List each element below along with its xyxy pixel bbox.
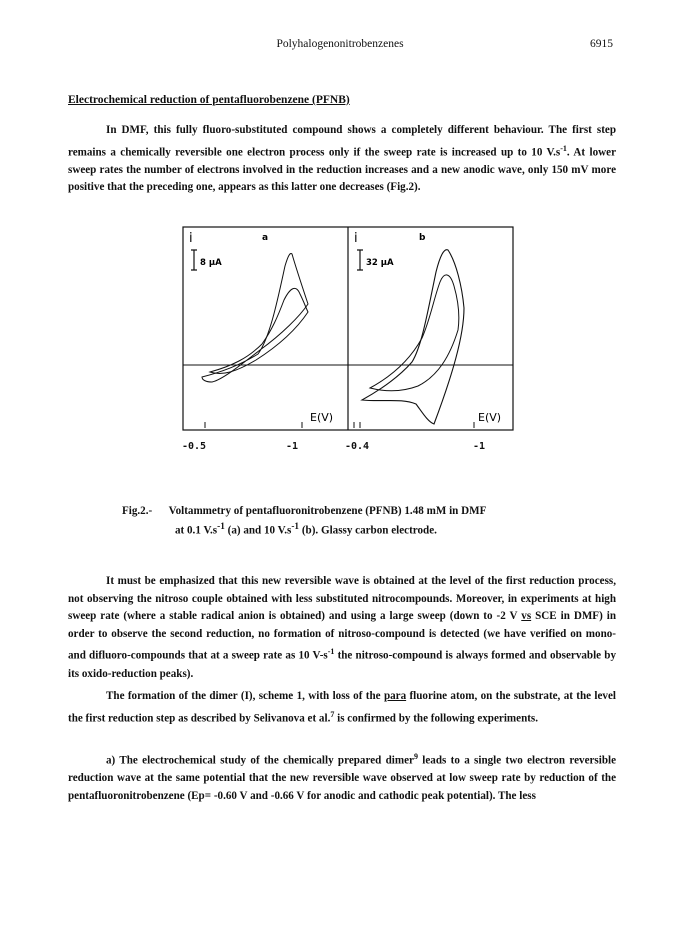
panel-b-e-label: E(V)	[478, 411, 502, 424]
panel-b-letter: b	[419, 233, 426, 243]
caption-label: Fig.2.-	[122, 505, 153, 517]
tick-label-a-1: -0.5	[182, 441, 207, 452]
paragraph-4: a) The electrochemical study of the chemically prepared dimer$^9$ leads to a single two electron reversible reduction wave at the same potential that the new reversible wave observed at low sweep rate by reduction of the pentafluoronitrobenzene (Ep= -0.60 V and -0.66 V for anodic and cathodic peak potential). The less	[68, 752, 616, 802]
panel-b-curve-inner	[370, 275, 459, 391]
panel-a-scale-label: 8 µA	[200, 258, 222, 268]
voltammetry-figure	[182, 226, 514, 441]
panel-a-i-label: i	[189, 231, 193, 246]
tick-label-a-2: -1	[286, 441, 299, 452]
tick-label-b-2: -1	[473, 441, 486, 452]
panel-a-e-label: E(V)	[310, 411, 334, 424]
page-number: 6915	[590, 38, 613, 50]
panel-a-curve-inner	[210, 288, 308, 373]
caption-line-2: at 0.1 $V.s^{-1}$ (a) and 10 $V.s^{-1}$ (b). Glassy carbon electrode.	[175, 521, 437, 537]
tick-label-b-1: -0.4	[345, 441, 370, 452]
paragraph-1: In DMF, this fully fluoro-substituted compound shows a completely different behaviour. The first step remains a chemically reversible one electron process only if the sweep rate is increased up to 10 $V.s^{-1}$. At lower sweep rates the number of electrons involved in the reduction increases and a new anodic wave, only 150 mV more positive that the preceding one, appears as this latter one decreases (Fig.2).	[68, 124, 616, 194]
panel-b-i-label: i	[354, 231, 358, 246]
panel-a-scale-bar	[191, 250, 197, 270]
panel-b-scale-bar	[357, 250, 363, 270]
paragraph-3: The formation of the dimer (I), scheme 1, with loss of the para fluorine atom, on the substrate, at the level the first reduction step as described by Selivanova et al.$^7$ is confirmed by the following experiments.	[68, 690, 616, 725]
panel-a-letter: a	[262, 233, 269, 243]
caption-line-1: Fig.2.- Voltammetry of pentafluoronitrobenzene (PFNB) 1.48 mM in DMF	[122, 504, 486, 520]
running-header-title: Polyhalogenonitrobenzenes	[276, 38, 404, 50]
panel-b-scale-label: 32 µA	[366, 258, 394, 268]
paragraph-2: It must be emphasized that this new reversible wave is obtained at the level of the first reduction process, not observing the nitroso couple obtained with less substituted nitrocompounds. Moreover, in experiments at high sweep rate (where a stable radical anion is obtained) and using a large sweep (down to -2 V vs SCE in DMF) in order to observe the second reduction, no formation of nitroso-compound is detected (we have verified on mono- and difluoro-compounds that at a sweep rate as 10 $V-s^{-1}$ the nitroso-compound is always formed and observable by its oxido-reduction peaks).	[68, 575, 616, 680]
panel-a-curve-outer	[202, 254, 308, 383]
figure-caption	[122, 504, 486, 539]
section-title: Electrochemical reduction of pentafluorobenzene (PFNB)	[68, 94, 350, 106]
